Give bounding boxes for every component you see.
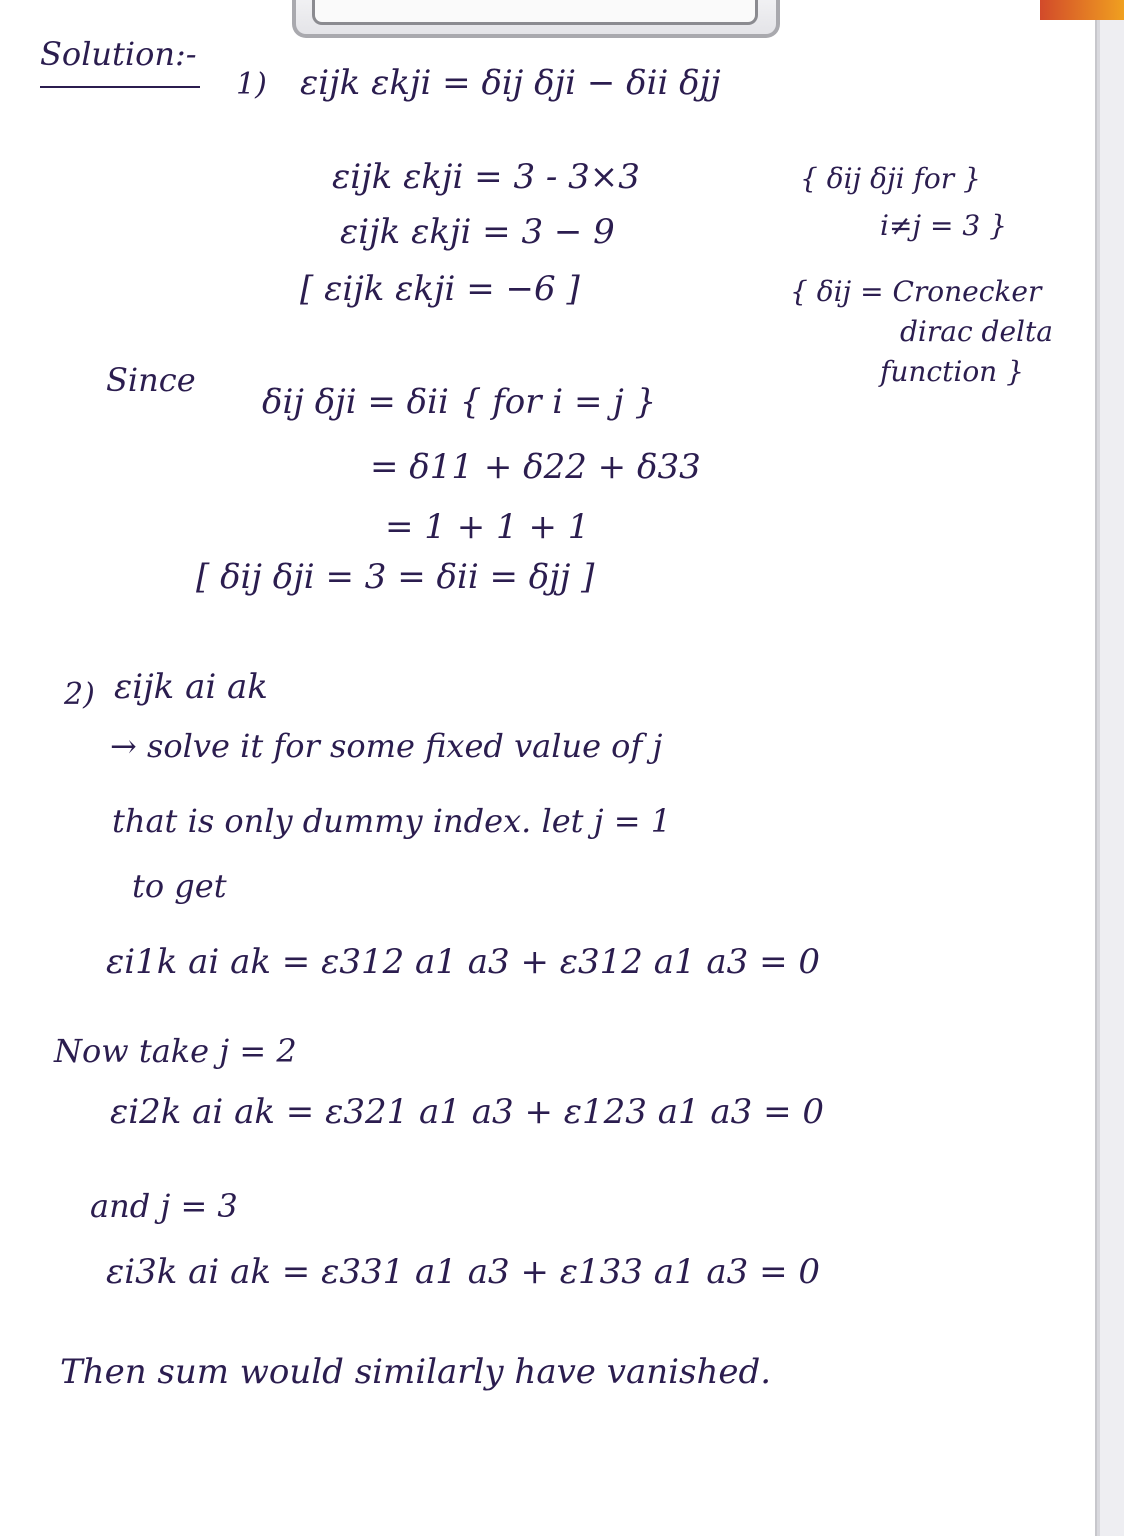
paper-edge-line	[1095, 0, 1097, 1536]
clipboard-clip-inner	[312, 0, 758, 25]
part1-eq1: εijk εkji = δij δji − δii δjj	[300, 63, 721, 103]
part2-number: 2)	[64, 677, 95, 712]
part2-expr: εijk ai ak	[114, 667, 268, 707]
part2-eq1: εi1k ai ak = ε312 a1 a3 + ε312 a1 a3 = 0	[106, 942, 821, 982]
part1-eq6: = δ11 + δ22 + δ33	[370, 447, 701, 487]
part2-text3: to get	[132, 867, 227, 905]
part1-eq3: εijk εkji = 3 − 9	[340, 212, 615, 252]
solution-underline	[40, 86, 200, 88]
part1-note1a: { δij δji for }	[800, 162, 981, 195]
part1-eq2: εijk εkji = 3 - 3×3	[332, 157, 640, 197]
part1-note2c: function }	[880, 355, 1024, 388]
paper-edge	[1100, 0, 1124, 1536]
part1-note2a: { δij = Cronecker	[790, 275, 1042, 308]
part2-conclusion: Then sum would similarly have vanished.	[60, 1352, 772, 1392]
part2-text5: and j = 3	[90, 1187, 238, 1225]
background-corner	[1040, 0, 1124, 20]
part1-eq4: [ εijk εkji = −6 ]	[300, 269, 580, 309]
part2-eq3: εi3k ai ak = ε331 a1 a3 + ε133 a1 a3 = 0	[106, 1252, 821, 1292]
part1-eq5: δij δji = δii { for i = j }	[262, 382, 657, 422]
part2-eq2: εi2k ai ak = ε321 a1 a3 + ε123 a1 a3 = 0	[110, 1092, 825, 1132]
part1-number: 1)	[236, 67, 267, 102]
part1-since-label: Since	[106, 361, 196, 399]
solution-label: Solution:-	[40, 35, 197, 73]
part1-eq8: [ δij δji = 3 = δii = δjj ]	[196, 557, 595, 597]
part2-text2: that is only dummy index. let j = 1	[112, 802, 672, 840]
part1-note1b: i≠j = 3 }	[880, 209, 1007, 242]
part1-note2b: dirac delta	[900, 315, 1053, 348]
part2-text4: Now take j = 2	[54, 1032, 297, 1070]
part2-text1: → solve it for some fixed value of j	[110, 727, 663, 765]
part1-eq7: = 1 + 1 + 1	[385, 507, 590, 547]
